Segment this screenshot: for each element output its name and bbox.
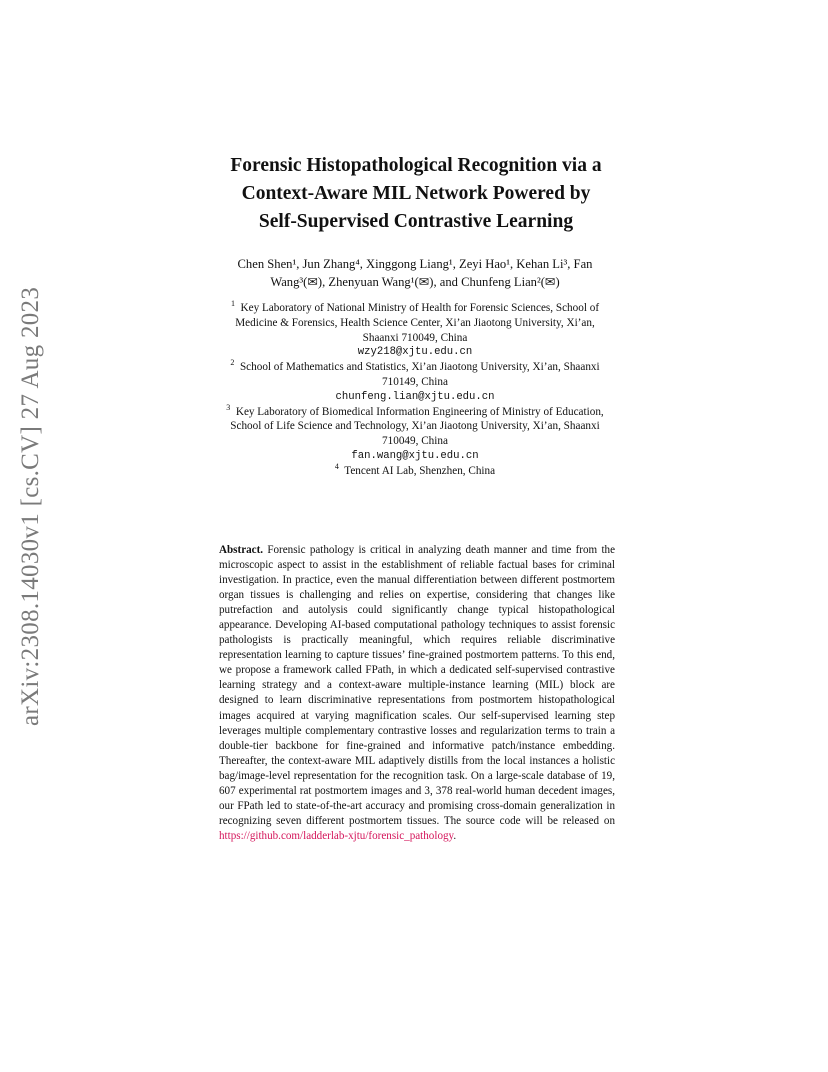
paper-title [150, 152, 682, 236]
affiliation-1: $^1$ Key Laboratory of National Ministry of Health for Forensic Sciences, School of [230, 299, 600, 314]
abstract-body: Forensic pathology is critical in analyzing death manner and time from the microscopic aspect to assist in the establishment of reliable factual bases for criminal investigation. In practice, even the manual differentiation between different postmortem organ tissues is challenging and relies on expertise, considering that changes like putrefaction and autolysis could significantly change typical histopathological appearance. Developing AI-based computational pathology techniques to assist forensic pathologists is practically meaningful, which requires reliable discriminative representation learning to capture tissues’ fine-grained postmortem patterns. To this end, we propose a framework called FPath, in which a dedicated self-supervised contrastive learning strategy and a context-aware multiple-instance learning (MIL) block are designed to learn discriminative representations from postmortem histopathological images acquired at varying magnification scales. Our self-supervised learning step leverages multiple complementary contrastive losses and regularization terms to train a double-tier backbone for fine-grained and informative patch/instance embedding. Thereafter, the context-aware MIL adaptively distills from the local instances a holistic bag/image-level representation for the recognition task. On a large-scale database of 19, 607 experimental rat postmortem images and 3, 378 real-world human decedent images, our FPath led to state-of-the-art accuracy and promising cross-domain generalization in recognizing seven different postmortem tissues. The source code will be released on [219, 544, 616, 827]
email-3: fan.wang@xjtu.edu.cn [351, 449, 479, 462]
affiliation-2-cont: 710149, China [382, 375, 448, 388]
email-2: chunfeng.lian@xjtu.edu.cn [335, 390, 495, 403]
affiliation-3: $^3$ Key Laboratory of Biomedical Information Engineering of Ministry of Education, [226, 402, 604, 418]
source-code-link[interactable]: https://github.com/ladderlab-xjtu/forensic_pathology [219, 829, 454, 842]
affiliation-1-cont: Shaanxi 710049, China [362, 331, 468, 344]
affiliations [170, 301, 660, 479]
affiliation-2: $^2$ School of Mathematics and Statistics, Xi’an Jiaotong University, Xi’an, Shaanxi [230, 358, 600, 374]
arxiv-identifier: arXiv:2308.14030v1 [cs.CV] 27 Aug 2023 [17, 286, 44, 726]
abstract [219, 543, 615, 844]
title-line-1: Forensic Histopathological Recognition via a [230, 155, 602, 176]
title-line-2: Context-Aware MIL Network Powered by [241, 183, 591, 204]
author-list [170, 255, 660, 291]
abstract-label: Abstract. [219, 544, 264, 556]
affiliation-1-cont: Medicine & Forensics, Health Science Center, Xi’an Jiaotong University, Xi’an, [235, 316, 595, 329]
authors-line-1: Chen Shen¹, Jun Zhang⁴, Xinggong Liang¹, Zeyi Hao¹, Kehan Li³, Fan [237, 257, 593, 271]
affiliation-4: $^4$ Tencent AI Lab, Shenzhen, China [334, 461, 496, 477]
affiliation-3-cont: School of Life Science and Technology, Xi’an Jiaotong University, Xi’an, Shaanxi [230, 420, 600, 433]
authors-line-2: Wang³(✉), Zhenyuan Wang¹(✉), and Chunfeng Lian²(✉) [270, 275, 560, 289]
affiliation-3-cont: 710049, China [382, 435, 448, 448]
title-line-3: Self-Supervised Contrastive Learning [258, 211, 574, 232]
email-1: wzy218@xjtu.edu.cn [357, 346, 473, 359]
abstract-end: . [453, 829, 457, 842]
